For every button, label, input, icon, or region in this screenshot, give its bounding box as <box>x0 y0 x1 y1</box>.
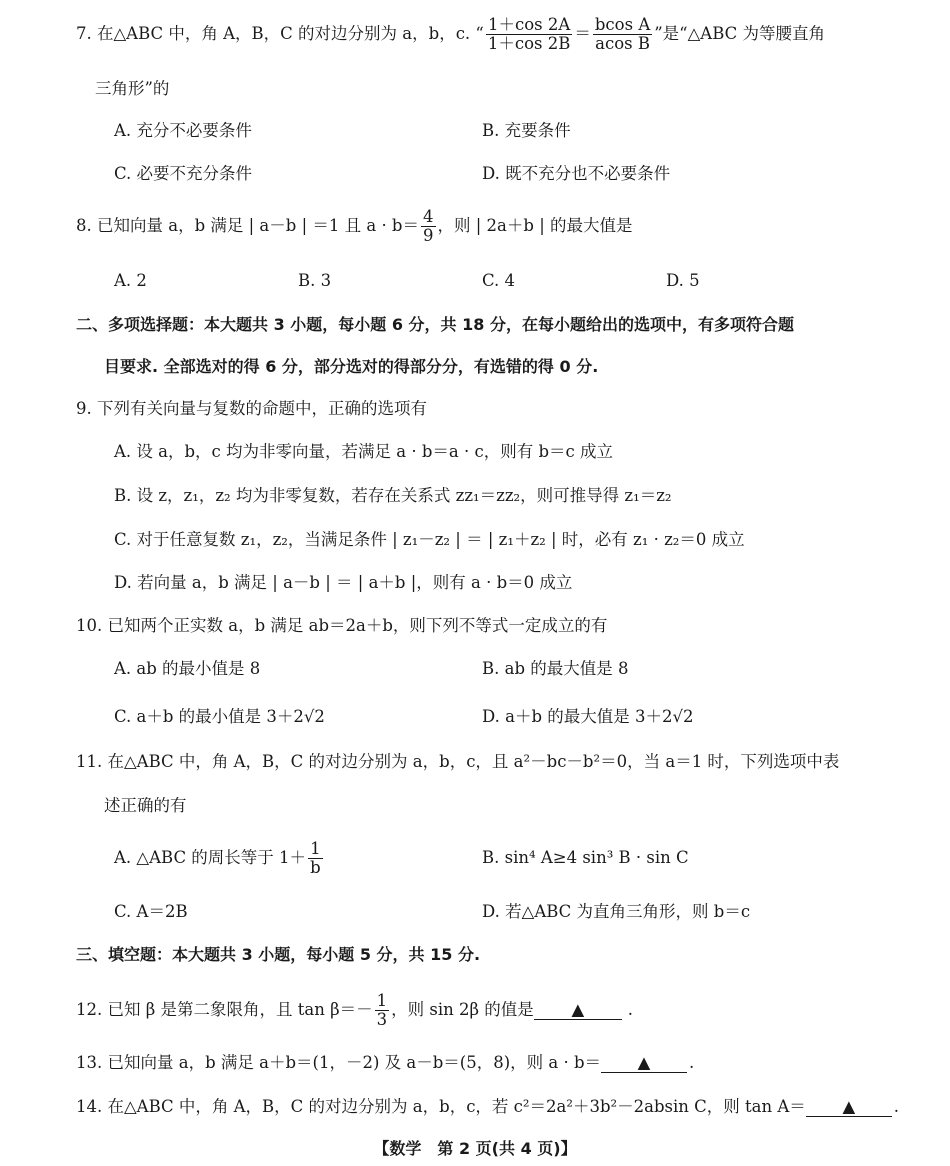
q10-option-d: D. a＋b 的最大值是 3＋2√2 <box>482 707 694 726</box>
q12-answer-blank[interactable]: ▲ <box>534 1001 622 1020</box>
q14-stem-pre: 14. 在△ABC 中，角 A，B，C 的对边分别为 a，b，c，若 c²＝2a²＋3b²－2absin C，则 tan A＝ <box>76 1097 806 1116</box>
q7-fraction-2 <box>593 16 652 53</box>
q7-f1-den: 1＋cos 2B <box>487 34 571 53</box>
q8-f-den: 9 <box>423 226 434 245</box>
q8-stem <box>76 206 633 246</box>
q8-option-a: A. 2 <box>114 271 147 290</box>
q11-stem: 11. 在△ABC 中，角 A，B，C 的对边分别为 a，b，c，且 a²－bc－b²＝0，当 a＝1 时，下列选项中表 <box>76 752 840 771</box>
q13-end: . <box>689 1053 695 1072</box>
q8-fraction <box>421 208 436 245</box>
q12-stem <box>76 990 633 1030</box>
q9-option-a: A. 设 a，b，c 均为非零向量，若满足 a · b＝a · c，则有 b＝c 成立 <box>114 442 614 461</box>
q12-end: . <box>627 1000 634 1019</box>
q14-stem <box>76 1097 899 1117</box>
q7-stem <box>76 14 825 54</box>
q11-option-d: D. 若△ABC 为直角三角形，则 b＝c <box>482 902 751 921</box>
q10-option-c: C. a＋b 的最小值是 3＋2√2 <box>114 707 325 726</box>
q10-option-a: A. ab 的最小值是 8 <box>114 659 261 678</box>
q9-option-d: D. 若向量 a，b 满足 | a－b | ＝ | a＋b |，则有 a · b＝0 成立 <box>114 573 573 592</box>
q7-f2-den: acos B <box>595 34 650 53</box>
q13-stem <box>76 1053 694 1073</box>
q7-eq: ＝ <box>574 24 591 43</box>
q12-fraction <box>375 992 390 1029</box>
q9-option-b: B. 设 z，z₁，z₂ 均为非零复数，若存在关系式 zz₁＝zz₂，则可推导得 z₁＝z₂ <box>114 486 672 505</box>
q7-option-c: C. 必要不充分条件 <box>114 164 253 183</box>
q9-option-c: C. 对于任意复数 z₁，z₂，当满足条件 | z₁－z₂ | ＝ | z₁＋z₂ | 时，必有 z₁ · z₂＝0 成立 <box>114 530 745 549</box>
q11-stem-cont: 述正确的有 <box>104 796 187 815</box>
q11-option-a-fraction <box>308 840 323 877</box>
q8-option-d: D. 5 <box>666 271 700 290</box>
q11-option-b: B. sin⁴ A≥4 sin³ B · sin C <box>482 848 689 867</box>
q11-optA-num: 1 <box>308 840 323 859</box>
q14-answer-blank[interactable]: ▲ <box>806 1098 892 1117</box>
q8-stem-pre: 8. 已知向量 a，b 满足 | a－b | ＝1 且 a · b＝ <box>76 216 419 235</box>
q11-option-c: C. A＝2B <box>114 902 188 921</box>
q11-optA-den: b <box>310 858 321 877</box>
section-2-heading-cont: 目要求. 全部选对的得 6 分，部分选对的得部分分，有选错的得 0 分. <box>104 357 599 376</box>
section-2-heading: 二、多项选择题：本大题共 3 小题，每小题 6 分，共 18 分，在每小题给出的选项中，有多项符合题 <box>76 315 794 334</box>
q8-option-c: C. 4 <box>482 271 516 290</box>
q10-stem: 10. 已知两个正实数 a，b 满足 ab＝2a＋b，则下列不等式一定成立的有 <box>76 616 608 635</box>
q7-option-d: D. 既不充分也不必要条件 <box>482 164 671 183</box>
q7-stem-cont: 三角形”的 <box>95 79 170 98</box>
q7-stem-pre: 7. 在△ABC 中，角 A，B，C 的对边分别为 a，b，c. “ <box>76 24 484 43</box>
q12-stem-post: ，则 sin 2β 的值是 <box>391 1000 534 1019</box>
q12-stem-pre: 12. 已知 β 是第二象限角，且 tan β＝－ <box>76 1000 373 1019</box>
page-footer: 【数学 第 2 页(共 4 页)】 <box>373 1139 577 1158</box>
q13-stem-pre: 13. 已知向量 a，b 满足 a＋b＝(1，－2) 及 a－b＝(5，8)，则 a · b＝ <box>76 1053 602 1072</box>
q7-option-a: A. 充分不必要条件 <box>114 121 252 140</box>
q14-end: . <box>893 1097 900 1116</box>
q7-option-b: B. 充要条件 <box>482 121 571 140</box>
q7-f1-num: 1＋cos 2A <box>486 16 573 35</box>
q8-f-num: 4 <box>423 207 434 226</box>
q11-option-a-pre: A. △ABC 的周长等于 1＋ <box>114 848 307 867</box>
q11-option-a <box>114 838 325 878</box>
q10-option-b: B. ab 的最大值是 8 <box>482 659 629 678</box>
q7-stem-post: ”是“△ABC 为等腰直角 <box>654 24 826 43</box>
q13-answer-blank[interactable]: ▲ <box>601 1054 687 1073</box>
q8-stem-post: ，则 | 2a＋b | 的最大值是 <box>437 216 633 235</box>
q8-option-b: B. 3 <box>298 271 332 290</box>
q12-f-den: 3 <box>376 1010 388 1029</box>
section-3-heading: 三、填空题：本大题共 3 小题，每小题 5 分，共 15 分. <box>76 945 481 964</box>
q7-f2-num: bcos A <box>594 15 651 34</box>
q9-stem: 9. 下列有关向量与复数的命题中，正确的选项有 <box>76 399 427 418</box>
q12-f-num: 1 <box>376 991 388 1010</box>
q7-fraction-1 <box>486 16 573 53</box>
